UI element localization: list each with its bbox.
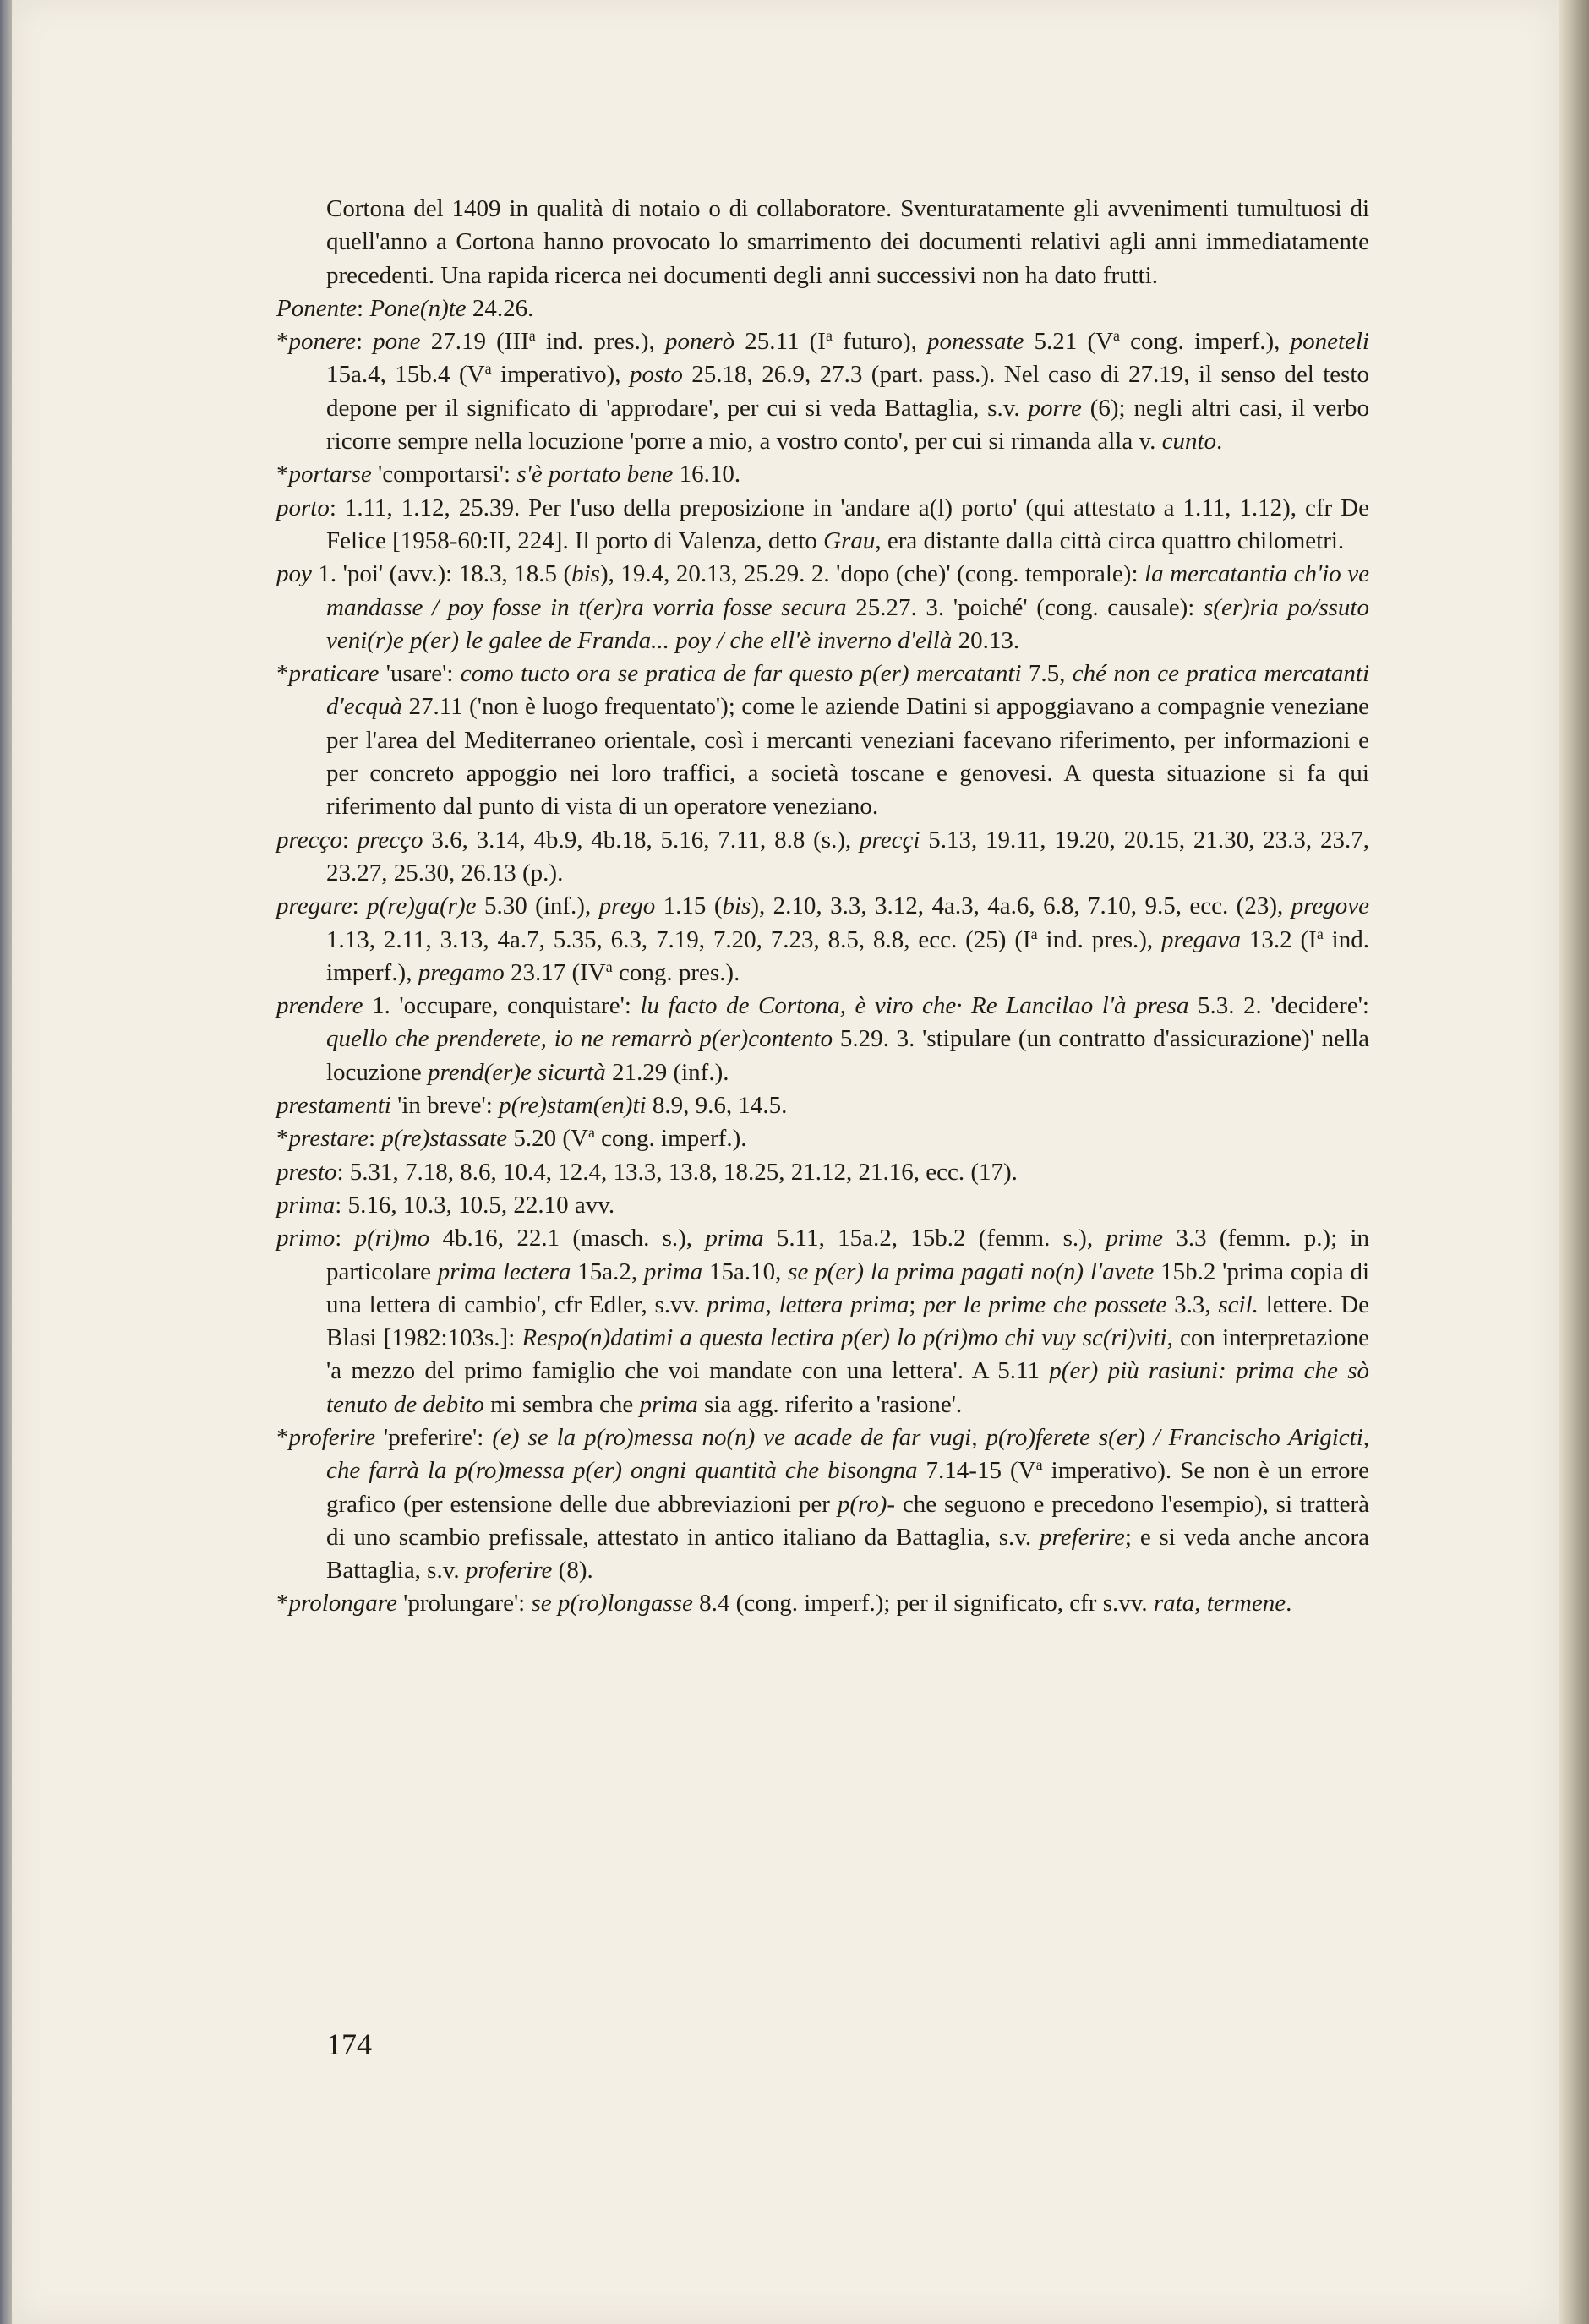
italic-text: pregamo [418,958,505,986]
italic-text: prestare [288,1125,369,1153]
italic-text: ponere [288,328,356,356]
text: (6); negli altri casi, il verbo ricorre sempre nella locuzione 'porre a mio, a vostro conto', per cui si rimanda alla v. [326,394,1369,456]
text: futuro), [832,328,928,356]
text: . [1286,1590,1292,1618]
text: , con interpretazione 'a mezzo del primo famiglio che voi mandate con una lettera'. A 5.11 [326,1324,1369,1385]
italic-text: quello che prenderete, io ne remarrò p(er)contento [326,1025,833,1053]
italic-text: prima [705,1225,764,1252]
italic-text: preferire [1039,1523,1125,1551]
text: cong. imperf.), [1120,328,1291,356]
text: 7.5, [1021,660,1073,688]
italic-text: primo [276,1225,336,1252]
italic-text: praticare [288,660,380,688]
text: : [352,892,368,920]
text: ; [909,1290,924,1318]
italic-text: presto [276,1158,337,1186]
page-number: 174 [326,2027,372,2061]
text: 5.29. 3. 'stipulare (un contratto d'assicurazione)' nella locuzione [326,1025,1369,1086]
text: 15b.2 'prima copia di una lettera di cambio', cfr Edler, s.vv. [326,1257,1369,1318]
text: . [1216,428,1223,456]
text: ), 2.10, 3.3, 3.12, 4a.3, 4a.6, 6.8, 7.10, 9.5, ecc. (23), [751,892,1291,920]
italic-text: rata [1153,1590,1195,1618]
glossary-entry [276,1122,1369,1155]
text: , [765,1290,779,1318]
text: 'in breve': [390,1092,500,1120]
glossary-entry [276,558,1369,657]
text: 24.26. [466,294,534,322]
italic-text: proferire [465,1557,553,1585]
glossary-entry [276,824,1369,891]
text: 5.21 (V [1024,328,1114,356]
italic-text: s(er)ria po/ssuto veni(r)e p(er) le galee de Franda... poy / che ell'è inverno d'ellà [326,593,1369,654]
glossary-entry [276,1222,1369,1421]
text: 13.2 (I [1241,925,1317,953]
italic-text: precço [276,826,342,854]
text: * [276,461,289,488]
text: 15a.4, 15b.4 (V [326,361,485,389]
text: cong. imperf.). [594,1125,747,1153]
text: : [335,1225,355,1252]
italic-text: bis [571,560,600,588]
glossary-entry [276,1189,1369,1222]
text: 3.6, 3.14, 4b.9, 4b.18, 5.16, 7.11, 8.8 (s.), [423,826,860,854]
text: 20.13. [952,626,1020,654]
text: 5.13, 19.11, 19.20, 20.15, 21.30, 23.3, 23.7, 23.27, 25.30, 26.13 (p.). [326,826,1369,887]
text: * [276,1125,289,1153]
italic-text: prima [639,1390,698,1418]
text: 8.9, 9.6, 14.5. [646,1092,788,1120]
italic-text: prend(er)e sicurtà [427,1058,606,1086]
text: : 1.11, 1.12, 25.39. Per l'uso della preposizione in 'andare a(l) porto' (qui attestato a 1.11, 1.12), cfr De Felice [1958-60:II, 224]. Il porto di Valenza, detto [326,494,1369,554]
italic-text: ponessate [927,328,1024,356]
ordinal-superscript: a [1113,327,1121,345]
glossary-entry [276,292,1369,325]
text: 25.18, 26.9, 27.3 (part. pass.). Nel caso di 27.19, il senso del testo depone per il significato di 'approdare', per cui si veda Battaglia, s.v. [326,361,1369,422]
text: : 5.16, 10.3, 10.5, 22.10 avv. [335,1191,615,1219]
italic-text: pregare [276,892,352,920]
italic-text: proferire [288,1423,376,1451]
text: : 5.31, 7.18, 8.6, 10.4, 12.4, 13.3, 13.8, 18.25, 21.12, 21.16, ecc. (17). [336,1158,1018,1186]
ordinal-superscript: a [484,360,492,378]
italic-text: (e) se la p(ro)messa no(n) ve acade de far vugi, p(ro)ferete s(er) / Francischo Arigicti, che farrà la p(ro)messa p(er) ongni quantità che bisongna [326,1423,1369,1485]
text: 16.10. [673,461,741,488]
text: 15a.10, [702,1257,789,1285]
italic-text: termene [1206,1590,1286,1618]
text: 5.30 (inf.), [476,892,599,920]
italic-text: per le prime che possete [923,1290,1167,1318]
glossary-entry [276,657,1369,823]
italic-text: Respo(n)datimi a questa lectira p(er) lo p(ri)mo chi vuy sc(ri)viti [521,1324,1167,1352]
text: 25.27. 3. 'poiché' (cong. causale): [846,593,1204,621]
italic-text: como tucto ora se pratica de far questo p(er) mercatanti [460,660,1022,688]
text: 3.3 (femm. p.); in particolare [326,1225,1369,1285]
italic-text: precço [357,826,423,854]
text: sia agg. riferito a 'rasione'. [697,1390,963,1418]
text: imperativo). Se non è un errore grafico (per estensione delle due abbreviazioni per [326,1457,1369,1518]
text: Cortona del 1409 in qualità di notaio o di collaboratore. Sventuratamente gli avvenimenti tumultuosi di quell'anno a Cortona hanno provocato lo smarrimento dei documenti relativi agli anni immediatamente precedenti. Una rapida ricerca nei documenti degli anni successivi non ha dato frutti. [326,195,1369,289]
text: * [276,660,289,688]
ordinal-superscript: a [1316,925,1324,942]
text: : [341,826,358,854]
text: che seguono e precedono l'esempio), si tratterà di uno scambio prefissale, attestato in antico italiano da Battaglia, s.v. [326,1490,1369,1551]
text: 27.11 ('non è luogo frequentato'); come le aziende Datini si appoggiavano a compagnie veneziane per l'area del Mediterraneo orientale, così i mercanti veneziani facevano riferimento, per informazioni e per concreto appoggio nei loro traffici, a società toscane e genovesi. A questa situazione si fa qui riferimento dal punto di vista di un operatore veneziano. [326,693,1369,821]
italic-text: prima [707,1290,766,1318]
italic-text: la mercatantia ch'io ve mandasse / poy fosse in t(er)ra vorria fosse secura [326,560,1369,621]
italic-text: s'è portato bene [516,461,674,488]
glossary-entry [276,492,1369,559]
text: (8). [552,1557,593,1585]
text: ), 19.4, 20.13, 25.29. 2. 'dopo (che)' (cong. temporale): [599,560,1145,588]
italic-text: prego [598,892,656,920]
italic-text: lu facto de Cortona, è viro che· Re Lancilao l'à presa [640,992,1189,1020]
text: * [276,1423,289,1451]
text: 'prolungare': [396,1590,532,1618]
text: : [369,1125,382,1153]
glossary-entry [276,458,1369,491]
glossary-entry [276,990,1369,1089]
text: : [357,294,370,322]
italic-text: poneteli [1290,328,1369,356]
italic-text: pregava [1161,925,1241,953]
italic-text: lettera prima [778,1290,909,1318]
text: ind. pres.), [1037,925,1162,953]
ordinal-superscript: a [1030,925,1038,942]
text: 1. 'poi' (avv.): 18.3, 18.5 ( [311,560,572,588]
italic-text: pone [373,328,421,356]
italic-text: porto [276,494,330,521]
ordinal-superscript: a [587,1124,595,1142]
italic-text: cunto [1161,428,1217,456]
italic-text: prendere [276,992,363,1020]
glossary-entry [276,1089,1369,1122]
text: 'usare': [379,660,461,688]
ordinal-superscript: a [1035,1456,1043,1474]
italic-text: p(re)ga(r)e [367,892,477,920]
italic-text: Grau [823,526,876,554]
text: 'comportarsi': [371,461,517,488]
glossary-entry [276,1587,1369,1620]
italic-text: prima lectera [437,1257,571,1285]
text: ind. imperf.), [326,925,1369,986]
text: 1. 'occupare, conquistare': [363,992,641,1020]
text: 1.15 ( [655,892,723,920]
italic-text: bis [722,892,751,920]
text: 'preferire': [375,1423,493,1451]
italic-text: poy [276,560,312,588]
italic-text: prima [276,1191,336,1219]
italic-text: ché non ce pratica mercatanti d'ecquà [326,660,1370,721]
text: 5.3. 2. 'decidere': [1188,992,1369,1020]
text: 8.4 (cong. imperf.); per il significato, cfr s.vv. [692,1590,1154,1618]
glossary-entry [276,1421,1369,1587]
text: : [355,328,374,356]
text: 1.13, 2.11, 3.13, 4a.7, 5.35, 6.3, 7.19, 7.20, 7.23, 8.5, 8.8, ecc. (25) (I [326,925,1031,953]
italic-text: portarse [288,461,372,488]
italic-text: posto [629,361,683,389]
italic-text: p(re)stam(en)ti [499,1092,647,1120]
italic-text: prime [1106,1225,1164,1252]
text: 4b.16, 22.1 (masch. s.), [429,1225,706,1252]
text: 21.29 (inf.). [605,1058,729,1086]
text: imperativo), [491,361,630,389]
ordinal-superscript: a [528,327,536,345]
text: , [1194,1590,1207,1618]
text: , era distante dalla città circa quattro chilometri. [875,526,1345,554]
italic-text: ponerò [664,328,735,356]
text: 7.14-15 (V [917,1457,1036,1485]
text: ind. pres.), [535,328,665,356]
italic-text: p(ro)- [837,1490,896,1518]
ordinal-superscript: a [605,957,613,975]
continuation-paragraph [276,193,1369,292]
italic-text: porre [1028,394,1082,422]
text: 27.19 (III [420,328,529,356]
text: 5.20 (V [507,1125,588,1153]
text: 23.17 (IV [504,958,606,986]
italic-text: prestamenti [276,1092,391,1120]
italic-text: Pone(n)te [369,294,467,322]
text: 5.11, 15a.2, 15b.2 (femm. s.), [763,1225,1106,1252]
glossary-entry [276,325,1369,458]
glossary-text [276,193,1369,1621]
italic-text: p(re)stassate [381,1125,508,1153]
text: ; e si veda anche ancora Battaglia, s.v. [326,1523,1369,1585]
ordinal-superscript: a [825,327,833,345]
text: * [276,328,289,356]
scan-edge-right [1559,0,1589,2324]
glossary-entry [276,890,1369,990]
text: 25.11 (I [734,328,826,356]
italic-text: Ponente [276,294,358,322]
italic-text: prolongare [288,1590,397,1618]
italic-text: p(ri)mo [354,1225,430,1252]
italic-text: p(er) più rasiuni: prima che sò tenuto de debito [326,1357,1370,1418]
italic-text: precçi [860,826,920,854]
text: lettere. De Blasi [1982:103s.]: [326,1290,1370,1352]
text: * [276,1590,289,1618]
italic-text: se p(ro)longasse [531,1590,693,1618]
italic-text: prima [643,1257,703,1285]
scan-edge-left [0,0,12,2324]
glossary-entry [276,1156,1369,1189]
italic-text: se p(er) la prima pagati no(n) l'avete [788,1257,1155,1285]
text: 3.3, [1166,1290,1219,1318]
text: cong. pres.). [612,958,740,986]
text: mi sembra che [483,1390,640,1418]
italic-text: pregove [1291,892,1369,920]
text: 15a.2, [571,1257,644,1285]
italic-text: scil. [1218,1290,1259,1318]
